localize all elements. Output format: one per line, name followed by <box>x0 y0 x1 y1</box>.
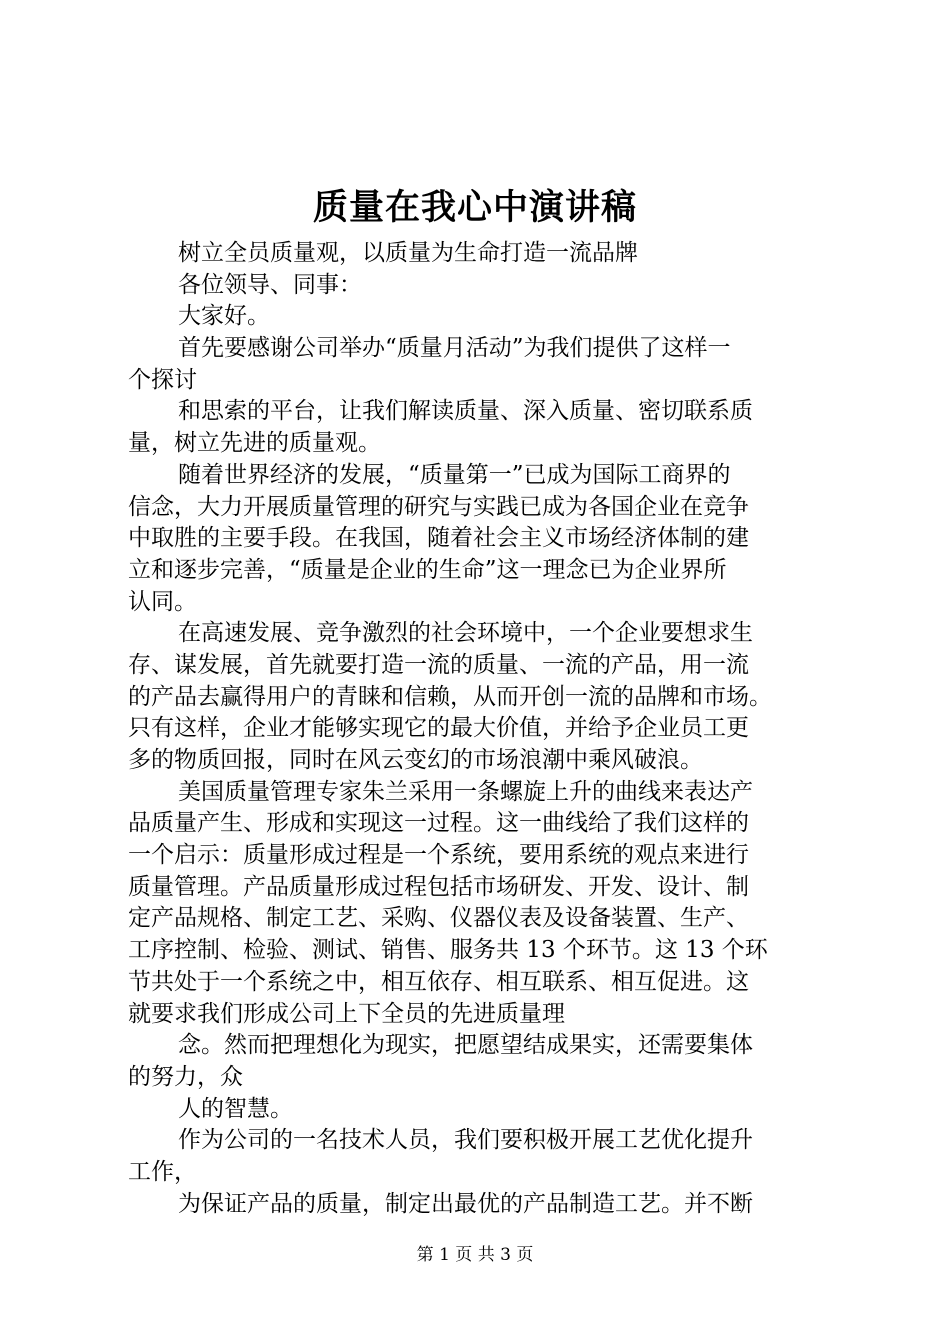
text-line: 节共处于一个系统之中，相互依存、相互联系、相互促进。这 <box>128 968 749 995</box>
text-line: 在高速发展、竞争激烈的社会环境中，一个企业要想求生 <box>178 620 753 647</box>
text-line: 的努力，众 <box>128 1063 243 1090</box>
text-line: 一个启示：质量形成过程是一个系统，要用系统的观点来进行 <box>128 842 749 869</box>
text-line: 认同。 <box>128 588 197 615</box>
text-line: 首先要感谢公司举办“质量月活动”为我们提供了这样一 <box>178 335 731 362</box>
text-line: 各位领导、同事： <box>178 271 362 298</box>
text-line: 作为公司的一名技术人员，我们要积极开展工艺优化提升 <box>178 1127 753 1154</box>
text-line: 量，树立先进的质量观。 <box>128 430 381 457</box>
text-line: 个探讨 <box>128 366 197 393</box>
text-line: 的产品去赢得用户的青睐和信赖，从而开创一流的品牌和市场。 <box>128 683 772 710</box>
text-line: 树立全员质量观，以质量为生命打造一流品牌 <box>178 240 638 266</box>
text-line: 中取胜的主要手段。在我国，随着社会主义市场经济体制的建 <box>128 525 749 552</box>
text-line: 美国质量管理专家朱兰采用一条螺旋上升的曲线来表达产 <box>178 778 753 805</box>
page-footer: 第 1 页 共 3 页 <box>416 1245 534 1265</box>
text-line: 工序控制、检验、测试、销售、服务共 13 个环节。这 13 个环 <box>128 937 768 964</box>
text-line: 和思索的平台，让我们解读质量、深入质量、密切联系质 <box>178 398 753 425</box>
text-line: 定产品规格、制定工艺、采购、仪器仪表及设备装置、生产、 <box>128 905 749 932</box>
document-body <box>128 238 863 1220</box>
text-line: 存、谋发展，首先就要打造一流的质量、一流的产品，用一流 <box>128 651 749 678</box>
text-line: 信念，大力开展质量管理的研究与实践已成为各国企业在竞争 <box>128 493 749 520</box>
document-title: 质量在我心中演讲稿 <box>312 187 637 228</box>
text-line: 工作， <box>128 1158 197 1185</box>
text-line: 只有这样，企业才能够实现它的最大价值，并给予企业员工更 <box>128 715 749 742</box>
text-line: 随着世界经济的发展，“质量第一”已成为国际工商界的 <box>178 461 731 488</box>
text-line: 多的物质回报，同时在风云变幻的市场浪潮中乘风破浪。 <box>128 747 703 773</box>
text-line: 就要求我们形成公司上下全员的先进质量理 <box>128 1000 565 1027</box>
text-line: 立和逐步完善，“质量是企业的生命”这一理念已为企业界所 <box>128 556 727 583</box>
text-line: 人的智慧。 <box>178 1095 293 1122</box>
text-line: 质量管理。产品质量形成过程包括市场研发、开发、设计、制 <box>128 873 749 900</box>
text-line: 品质量产生、形成和实现这一过程。这一曲线给了我们这样的 <box>128 810 749 837</box>
text-line: 为保证产品的质量，制定出最优的产品制造工艺。并不断 <box>178 1190 753 1217</box>
text-line: 大家好。 <box>178 303 270 330</box>
text-line: 念。然而把理想化为现实，把愿望结成果实，还需要集体 <box>178 1032 753 1059</box>
